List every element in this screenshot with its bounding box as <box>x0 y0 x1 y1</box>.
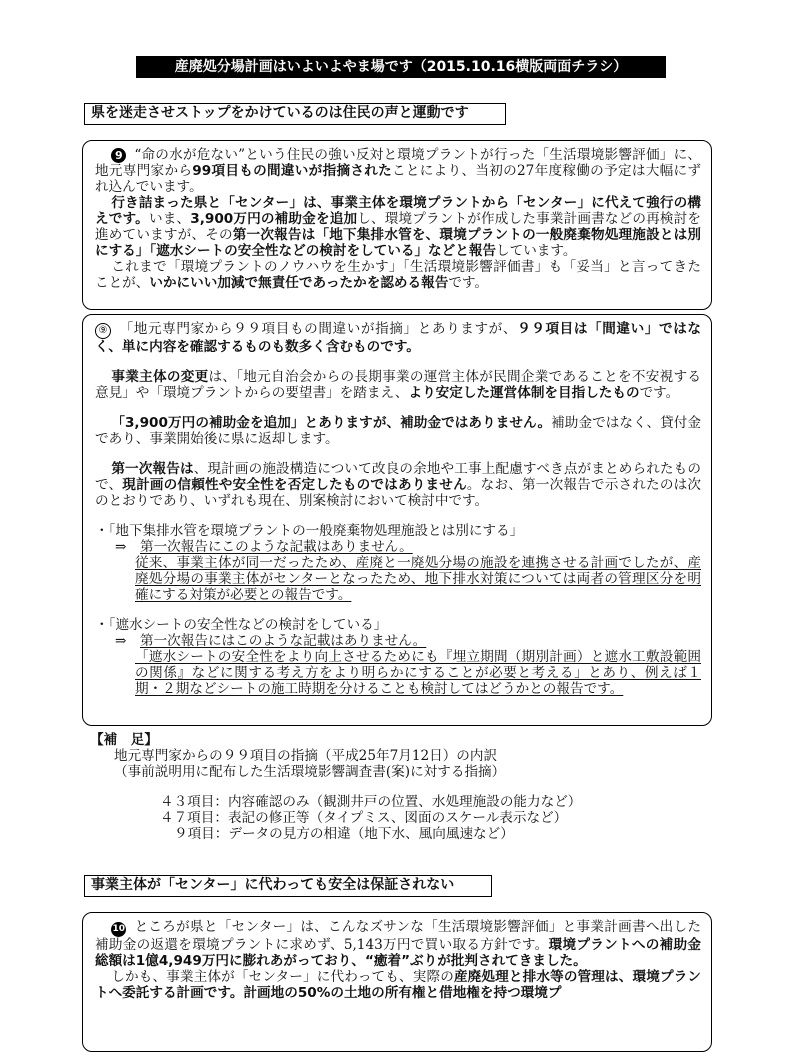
item-2-note <box>95 649 701 697</box>
section-heading-safety: 事業主体が「センター」に代わっても安全は保証されない <box>84 875 492 897</box>
emphasis: 99項目もの間違いが指摘された <box>192 163 393 179</box>
supplement-row-1: ４３項目：内容確認のみ（観測井戸の位置、水処理施設の能力など） <box>160 794 582 810</box>
arrow-icon: ⇒ <box>115 633 127 649</box>
claim-9-paragraph-3 <box>95 259 701 291</box>
supplement-row-3: ９項目：データの見方の相違（地下水、風向風速など） <box>174 826 514 842</box>
response-9-paragraph-3 <box>95 415 701 447</box>
item-1-label: ・「地下集排水管を環境プラントの一般廃棄物処理施設とは別にする」 <box>95 523 524 539</box>
text: し、環境プラントが作成した事業計画書などの再検討を進めていますが、その <box>95 211 702 243</box>
response-9-paragraph-1 <box>95 321 701 355</box>
emphasis: 環境プラントへの補助金総額は1億4,949万円に膨れあがっており、“癒着”ぶりが批判されてきました。 <box>95 937 701 969</box>
emphasis: より安定した運営体制を目指したもの <box>408 385 640 401</box>
text: 従来、事業主体が同一だったため、産廃と一廃処分場の施設を連携させる計画でしたが、産廃処分場の事業主体がセンターとなったため、 <box>135 555 701 587</box>
text: いま、 <box>148 211 191 227</box>
text: ことにより、当初の27年度稼働の予定は大幅にずれ込んでいます。 <box>95 163 701 195</box>
claim-9-paragraph-2 <box>95 195 701 259</box>
response-card-9 <box>82 314 712 726</box>
text: これまで「環境プラントのノウハウを生かす」「生活環境影響評価書」も「妥当」と言ってきたことが、 <box>95 259 701 291</box>
text: しています。 <box>496 243 577 259</box>
supplement-line-2: （事前説明用に配布した生活環境影響調査書(案)に対する指摘） <box>114 764 506 780</box>
emphasis: いかにいい加減で無責任であったかを認める報告 <box>149 275 449 291</box>
text: との報告です。 <box>529 681 624 697</box>
text: は、「地元自治会からの長期事業の運営主体が民間企業であることを不安視する意見」や「環境プラントからの要望書」を踏まえ、 <box>95 369 702 401</box>
answer-text: 第一次報告にはこのような記載はありません。 <box>139 633 427 649</box>
item-2-label: ・「遮水シートの安全性などの検討をしている」 <box>95 617 388 633</box>
emphasis: 第一次報告は「地下集排水管を、環境プラントの一般廃棄物処理施設とは別にする」「遮水シートの安全性などの検討をしている」など <box>95 227 702 259</box>
claim-10-paragraph-1 <box>95 919 701 969</box>
emphasis: 産廃処理と排水等の管理は、環境プラントへ委託する計画です。計画地の50%の土地の所有権と借地権を持つ環境プ <box>95 969 701 1001</box>
item-2-answer <box>95 633 701 649</box>
claim-card-9 <box>82 140 712 310</box>
item-1-answer <box>95 539 701 555</box>
page-title: 産廃処分場計画はいよいよやま場です（2015.10.16横版両面チラシ） <box>136 56 666 78</box>
emphasis: と報告 <box>455 243 497 259</box>
number-9-badge: 9 <box>111 148 126 163</box>
text: 。なお、第一次報告で示されたのは次のとおりであり、いずれも現在、別案検討において検討中です。 <box>95 477 701 509</box>
section-heading-residents: 県を迷走させストップをかけているのは住民の声と運動です <box>84 103 506 125</box>
number-10-badge: 10 <box>111 922 126 937</box>
item-1-note <box>95 555 701 603</box>
response-9-paragraph-4 <box>95 461 701 509</box>
claim-9-paragraph-1 <box>95 147 701 195</box>
answer-text: 第一次報告にこのような記載はありません。 <box>139 539 413 555</box>
text: “命の水が危ない”という住民の強い反対と環境プラントが行った「生活環境影響評価」に、地元専門家から <box>95 147 701 179</box>
supplement-row-2: ４７項目：表記の修正等（タイプミス、図面のスケール表示など） <box>160 810 568 826</box>
text: ところが県と「センター」は、こんなズサンな「生活環境影響評価」と事業計画書へ出した補助金の返還を環境プラントに求めず、5,143万円で買い取る方針です。 <box>95 919 701 953</box>
supplement-section <box>90 732 710 842</box>
text: との報告です。 <box>257 587 352 603</box>
text: 「遮水シートの安全性をより向上させるためにも『埋立期間（期別計画）と遮水工敷設範囲の関係』などに関する考え方をより明らかにすることが必要と考える」とあり、 <box>135 649 701 681</box>
claim-card-10 <box>82 912 712 1052</box>
text: 、現計画の施設構造について改良の余地や工事上配慮すべき点がまとめられたもので、 <box>95 461 701 493</box>
text: です。 <box>639 385 680 401</box>
emphasis: 現計画の信頼性や安全性を否定したものではありません <box>122 477 467 493</box>
claim-10-paragraph-2 <box>95 969 701 1001</box>
text: 地下排水対策については両者の管理区分を明確にする対策が必要 <box>135 571 701 603</box>
emphasis: 事業主体の変更 <box>111 369 209 385</box>
emphasis: ９９項目は「間違い」ではなく、単に内容を確認するものも数多く含むものです。 <box>95 321 701 355</box>
number-9-ring-badge: ⑨ <box>95 323 111 339</box>
emphasis: 3,900万円の補助金を追加 <box>190 211 358 227</box>
emphasis: 第一次報告は <box>111 461 194 477</box>
text: 例えば１期・２期などシートの施工時期を分けることも検討してはどうか <box>135 665 702 697</box>
arrow-icon: ⇒ <box>115 539 127 555</box>
text: 補助金ではなく、貸付金であり、事業開始後に県に返却します。 <box>95 415 701 447</box>
supplement-line-1: 地元専門家からの９９項目の指摘（平成25年7月12日）の内訳 <box>114 748 498 764</box>
supplement-heading: 【補 足】 <box>90 732 158 748</box>
text: しかも、事業主体が「センター」に代わっても、実際の <box>111 969 454 985</box>
emphasis: 「3,900万円の補助金を追加」とありますが、補助金ではありません。 <box>111 415 552 431</box>
emphasis: 行き詰まった県と「センター」は、事業主体を環境プラントから「センター」に代えて強行の構えです。 <box>95 195 701 227</box>
text: です。 <box>448 275 489 291</box>
response-9-paragraph-2 <box>95 369 701 401</box>
text: 「地元専門家から９９項目もの間違いが指摘」とありますが、 <box>119 321 518 337</box>
